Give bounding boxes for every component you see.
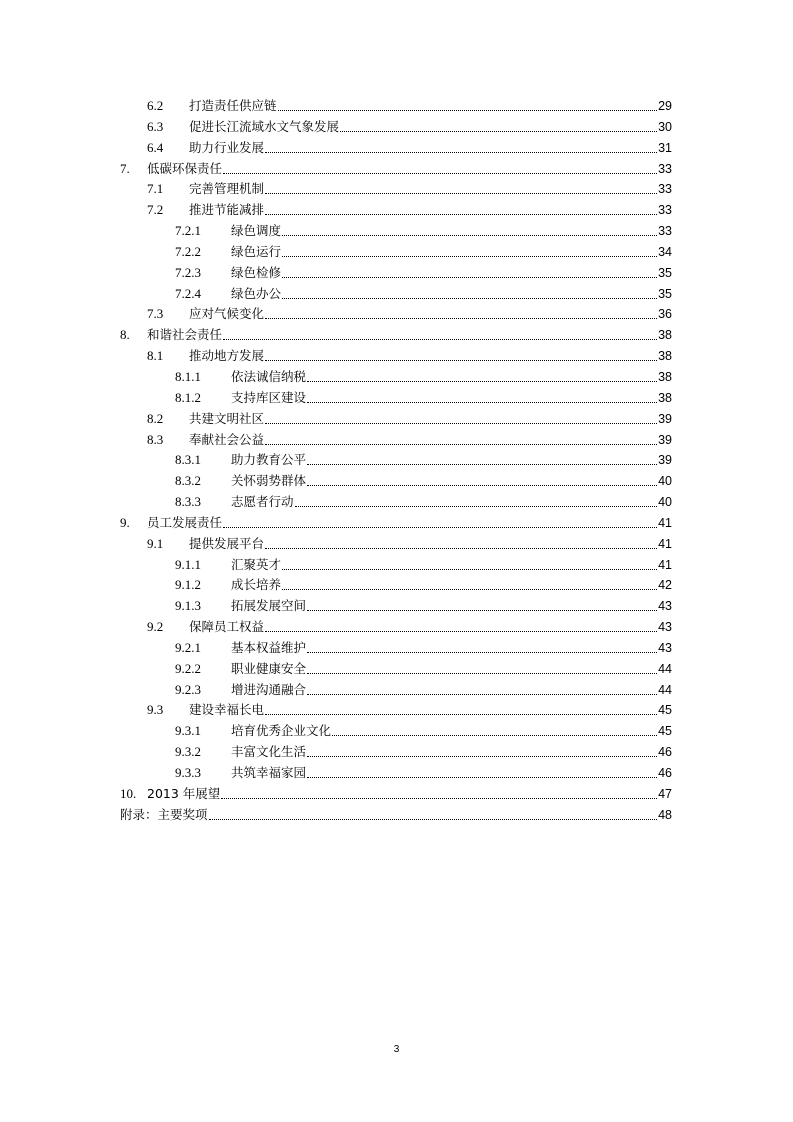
toc-entry-title: 共筑幸福家园 — [231, 765, 307, 780]
toc-entry-title: 推动地方发展 — [189, 348, 265, 364]
toc-entry-number: 9.3.1 — [175, 723, 201, 739]
toc-entry-number: 8.1.1 — [175, 368, 201, 384]
toc-entry-page: 42 — [658, 578, 672, 593]
toc-entry-title: 丰富文化生活 — [231, 744, 307, 760]
toc-entry[interactable] — [0, 680, 793, 701]
toc-entry-number: 6.3 — [147, 118, 164, 134]
toc-entry[interactable] — [0, 450, 793, 471]
toc-entry[interactable] — [0, 721, 793, 742]
toc-entry-page: 29 — [658, 99, 672, 113]
dot-leader — [307, 464, 657, 465]
toc-entry-number: 9.1.1 — [175, 556, 201, 572]
toc-entry[interactable] — [0, 346, 793, 367]
dot-leader — [332, 735, 657, 736]
toc-entry-title: 培育优秀企业文化 — [231, 723, 332, 739]
toc-entry-title: 完善管理机制 — [189, 181, 265, 197]
dot-leader — [307, 610, 657, 611]
toc-entry-title: 提供发展平台 — [189, 535, 265, 551]
toc-entry[interactable] — [0, 200, 793, 221]
toc-entry-title: 依法诚信纳税 — [231, 368, 307, 384]
toc-entry-page: 39 — [658, 411, 672, 426]
toc-entry-page: 45 — [658, 724, 672, 739]
dot-leader — [265, 444, 657, 445]
toc-entry[interactable] — [0, 409, 793, 430]
toc-entry-page: 47 — [658, 786, 672, 801]
toc-entry-page: 41 — [658, 536, 672, 551]
toc-entry-number: 9. — [120, 514, 130, 530]
toc-entry-page: 33 — [658, 182, 672, 197]
toc-entry-title: 共建文明社区 — [189, 410, 265, 426]
toc-entry-number: 8.3.2 — [175, 473, 201, 489]
toc-entry-title: 应对气候变化 — [189, 306, 265, 322]
toc-entry[interactable] — [0, 659, 793, 680]
toc-entry[interactable] — [0, 700, 793, 721]
toc-entry[interactable] — [0, 575, 793, 596]
dot-leader — [295, 506, 657, 507]
toc-entry-title: 成长培养 — [231, 577, 282, 593]
toc-entry-page: 38 — [658, 328, 672, 343]
toc-entry-title: 增进沟通融合 — [231, 681, 307, 697]
table-of-contents — [0, 96, 793, 826]
dot-leader — [282, 589, 657, 590]
toc-entry-title: 助力教育公平 — [231, 452, 307, 468]
dot-leader — [282, 298, 657, 299]
dot-leader — [307, 756, 657, 757]
dot-leader — [307, 402, 657, 403]
toc-entry-title: 基本权益维护 — [231, 639, 307, 655]
toc-entry-number: 7.3 — [147, 306, 164, 322]
toc-entry-page: 31 — [658, 140, 672, 155]
toc-entry-title: 保障员工权益 — [189, 619, 265, 635]
toc-entry[interactable] — [0, 304, 793, 325]
dot-leader — [282, 569, 657, 570]
dot-leader — [223, 339, 657, 340]
toc-entry-page: 43 — [658, 620, 672, 635]
toc-entry-number: 7.2.2 — [175, 243, 201, 259]
toc-entry-number: 9.2.2 — [175, 660, 201, 676]
toc-entry-number: 10. — [120, 785, 137, 801]
toc-entry[interactable] — [0, 221, 793, 242]
dot-leader — [265, 214, 657, 215]
toc-entry-page: 40 — [658, 474, 672, 489]
toc-entry[interactable] — [0, 617, 793, 638]
toc-entry-page: 39 — [658, 432, 672, 447]
toc-entry-number: 9.2.1 — [175, 639, 201, 655]
dot-leader — [265, 193, 657, 194]
toc-entry[interactable] — [0, 763, 793, 784]
dot-leader — [307, 777, 657, 778]
toc-entry-page: 35 — [658, 286, 672, 301]
dot-leader — [223, 173, 657, 174]
toc-entry-number: 7.2.1 — [175, 223, 201, 239]
toc-entry-page: 38 — [658, 349, 672, 364]
toc-entry[interactable] — [0, 638, 793, 659]
toc-entry-number: 7.2 — [147, 202, 164, 218]
dot-leader — [265, 360, 657, 361]
toc-entry[interactable] — [0, 284, 793, 305]
toc-entry-page: 39 — [658, 453, 672, 468]
dot-leader — [265, 423, 657, 424]
toc-entry-title: 志愿者行动 — [231, 494, 294, 510]
toc-entry-title: 助力行业发展 — [189, 139, 265, 155]
dot-leader — [282, 235, 657, 236]
toc-entry-number: 6.2 — [147, 98, 164, 113]
toc-entry-page: 38 — [658, 390, 672, 405]
dot-leader — [278, 110, 657, 111]
toc-entry-page: 44 — [658, 682, 672, 697]
toc-entry-page: 33 — [658, 161, 672, 176]
toc-entry[interactable] — [0, 513, 793, 534]
dot-leader — [265, 548, 657, 549]
toc-entry-page: 45 — [658, 703, 672, 718]
toc-entry-number: 7.2.3 — [175, 264, 201, 280]
dot-leader — [265, 318, 657, 319]
toc-entry-title: 附录：主要奖项 — [120, 806, 208, 822]
toc-entry-title: 绿色办公 — [231, 285, 282, 301]
toc-entry[interactable] — [0, 325, 793, 346]
toc-entry[interactable] — [0, 179, 793, 200]
toc-entry-page: 46 — [658, 745, 672, 760]
toc-entry-page: 44 — [658, 661, 672, 676]
dot-leader — [307, 485, 657, 486]
toc-entry-page: 41 — [658, 515, 672, 530]
toc-entry-page: 38 — [658, 369, 672, 384]
toc-entry-number: 9.1 — [147, 535, 164, 551]
toc-entry-title: 和谐社会责任 — [147, 327, 223, 343]
dot-leader — [265, 714, 657, 715]
dot-leader — [307, 673, 657, 674]
toc-entry-title: 支持库区建设 — [231, 389, 307, 405]
toc-entry-page: 40 — [658, 495, 672, 510]
toc-entry-number: 9.2 — [147, 619, 164, 635]
toc-entry-title: 奉献社会公益 — [189, 431, 265, 447]
toc-entry-title: 低碳环保责任 — [147, 160, 223, 176]
toc-entry-page: 48 — [658, 807, 672, 822]
toc-entry[interactable] — [0, 596, 793, 617]
toc-entry[interactable] — [0, 138, 793, 159]
toc-entry-number: 8.3.3 — [175, 494, 201, 510]
toc-entry[interactable] — [0, 388, 793, 409]
toc-entry-title: 拓展发展空间 — [231, 598, 307, 614]
dot-leader — [209, 819, 657, 820]
dot-leader — [265, 631, 657, 632]
toc-entry-page: 33 — [658, 203, 672, 218]
toc-entry-title: 建设幸福长电 — [189, 702, 265, 718]
toc-entry-page: 46 — [658, 766, 672, 780]
toc-entry-page: 43 — [658, 599, 672, 614]
toc-entry-number: 9.3.3 — [175, 765, 201, 780]
toc-entry[interactable] — [0, 784, 793, 805]
toc-entry-number: 8.1 — [147, 348, 164, 364]
toc-entry-title: 2013 年展望 — [147, 785, 221, 801]
toc-entry[interactable] — [0, 805, 793, 826]
toc-entry-title: 关怀弱势群体 — [231, 473, 307, 489]
toc-entry-number: 9.3 — [147, 702, 164, 718]
toc-entry[interactable] — [0, 242, 793, 263]
toc-entry-number: 9.1.2 — [175, 577, 201, 593]
toc-entry-title: 汇聚英才 — [231, 556, 282, 572]
toc-entry-title: 员工发展责任 — [147, 514, 223, 530]
dot-leader — [223, 527, 657, 528]
toc-entry[interactable] — [0, 534, 793, 555]
toc-entry-page: 33 — [658, 224, 672, 239]
dot-leader — [307, 694, 657, 695]
toc-entry-title: 推进节能减排 — [189, 202, 265, 218]
dot-leader — [221, 798, 657, 799]
toc-entry-number: 7.1 — [147, 181, 164, 197]
toc-entry-number: 8.3 — [147, 431, 164, 447]
toc-entry-number: 7.2.4 — [175, 285, 201, 301]
dot-leader — [307, 652, 657, 653]
toc-entry[interactable] — [0, 430, 793, 451]
toc-entry[interactable] — [0, 492, 793, 513]
toc-entry-number: 6.4 — [147, 139, 164, 155]
toc-entry[interactable] — [0, 117, 793, 138]
toc-entry-page: 35 — [658, 265, 672, 280]
dot-leader — [282, 256, 657, 257]
toc-entry-page: 34 — [658, 244, 672, 259]
toc-entry[interactable] — [0, 555, 793, 576]
dot-leader — [307, 381, 657, 382]
toc-entry-page: 41 — [658, 557, 672, 572]
toc-entry[interactable] — [0, 263, 793, 284]
dot-leader — [340, 131, 657, 132]
toc-entry[interactable] — [0, 742, 793, 763]
toc-entry[interactable] — [0, 96, 793, 117]
toc-entry-number: 8.2 — [147, 410, 164, 426]
toc-entry[interactable] — [0, 367, 793, 388]
toc-entry-page: 36 — [658, 307, 672, 322]
toc-entry-number: 9.2.3 — [175, 681, 201, 697]
toc-entry-number: 8.1.2 — [175, 389, 201, 405]
toc-entry[interactable] — [0, 159, 793, 180]
toc-entry-title: 绿色检修 — [231, 264, 282, 280]
toc-entry-page: 43 — [658, 640, 672, 655]
toc-entry-number: 8. — [120, 327, 130, 343]
toc-entry-number: 7. — [120, 160, 130, 176]
toc-entry-title: 绿色运行 — [231, 243, 282, 259]
dot-leader — [265, 152, 657, 153]
dot-leader — [282, 277, 657, 278]
toc-entry[interactable] — [0, 471, 793, 492]
toc-entry-title: 打造责任供应链 — [189, 98, 277, 113]
toc-entry-page: 30 — [658, 119, 672, 134]
toc-entry-number: 9.3.2 — [175, 744, 201, 760]
page-number: 3 — [393, 1044, 400, 1055]
toc-entry-title: 职业健康安全 — [231, 660, 307, 676]
toc-entry-title: 绿色调度 — [231, 223, 282, 239]
toc-entry-title: 促进长江流域水文气象发展 — [189, 118, 340, 134]
toc-entry-number: 8.3.1 — [175, 452, 201, 468]
toc-entry-number: 9.1.3 — [175, 598, 201, 614]
